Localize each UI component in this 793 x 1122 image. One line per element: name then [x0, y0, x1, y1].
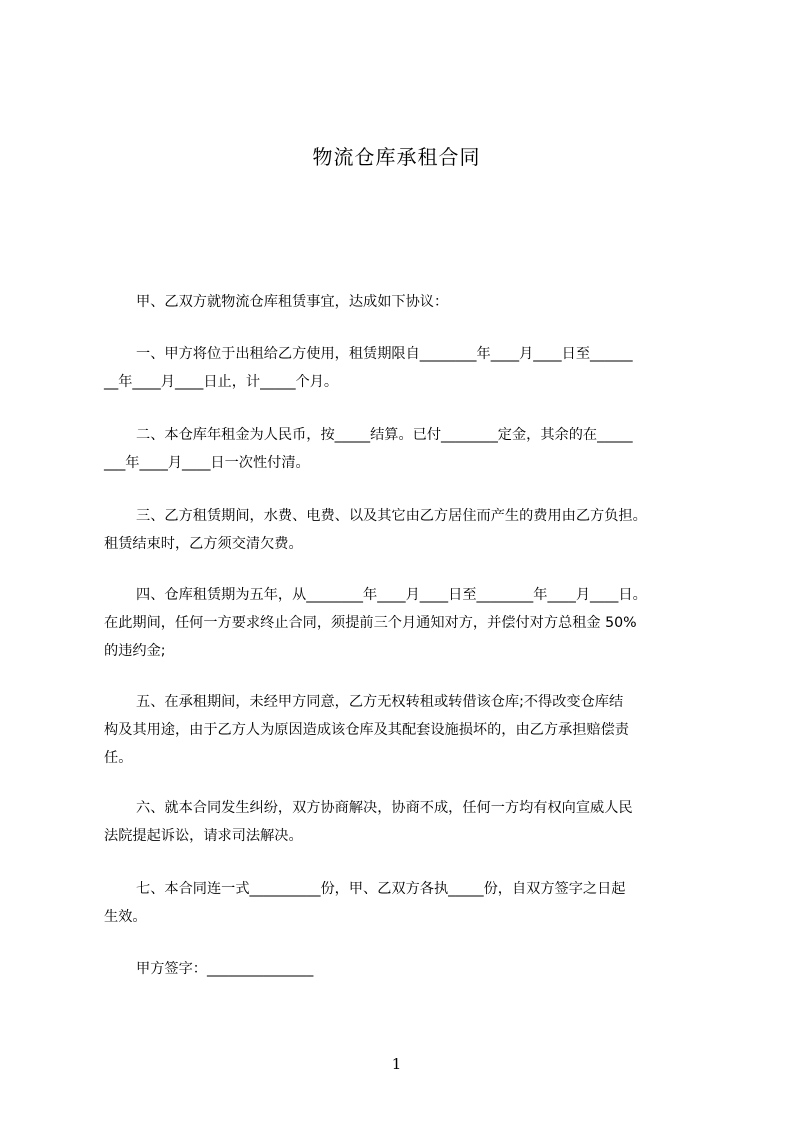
clause-7: [104, 875, 704, 931]
page-number: 1: [391, 1055, 402, 1073]
clause-1: [104, 340, 704, 396]
paragraph-line: 甲、乙双方就物流仓库租赁事宜，达成如下协议：: [136, 294, 449, 310]
clause-5: [104, 688, 704, 772]
clause-2: [104, 421, 704, 477]
paragraph-line: 二、本仓库年租金为人民币，按_____结算。已付________定金，其余的在_____: [136, 427, 633, 443]
paragraph-line: 任。: [104, 750, 133, 766]
paragraph-line: 五、在承租期间，未经甲方同意，乙方无权转租或转借该仓库;不得改变仓库结: [136, 694, 624, 710]
paragraph-line: 法院提起诉讼，请求司法解决。: [104, 828, 303, 844]
clause-4: [104, 581, 704, 665]
clause-3: [104, 502, 704, 558]
paragraph-line: 的违约金;: [104, 643, 166, 659]
paragraph-line: __年____月____日止，计_____个月。: [104, 374, 339, 390]
paragraph-line: 构及其用途，由于乙方人为原因造成该仓库及其配套设施损坏的，由乙方承担赔偿责: [104, 722, 629, 738]
paragraph-line: 三、乙方租赁期间，水费、电费、以及其它由乙方居住而产生的费用由乙方负担。: [136, 508, 647, 524]
paragraph-line: 六、就本合同发生纠纷，双方协商解决，协商不成，任何一方均有权向宣威人民: [136, 800, 633, 816]
paragraph-intro: [104, 288, 704, 316]
paragraph-line: 生效。: [104, 909, 147, 925]
paragraph-line: 四、仓库租赁期为五年，从________年____月____日至________年____月____日。: [136, 587, 647, 603]
paragraph-line: 甲方签字：_______________: [136, 961, 314, 977]
clause-6: [104, 794, 704, 850]
paragraph-line: 租赁结束时，乙方须交清欠费。: [104, 536, 303, 552]
document-title: 物流仓库承租合同: [312, 145, 481, 169]
paragraph-line: 七、本合同连一式__________份，甲、乙双方各执_____份，自双方签字之日起: [136, 881, 626, 897]
paragraph-line: 一、甲方将位于出租给乙方使用，租赁期限自________年____月____日至______: [136, 346, 633, 362]
paragraph-line: 在此期间，任何一方要求终止合同，须提前三个月通知对方，并偿付对方总租金 50%: [104, 615, 637, 631]
paragraph-line: ___年____月____日一次性付清。: [104, 455, 310, 471]
signature-line-party-a: [104, 955, 704, 983]
